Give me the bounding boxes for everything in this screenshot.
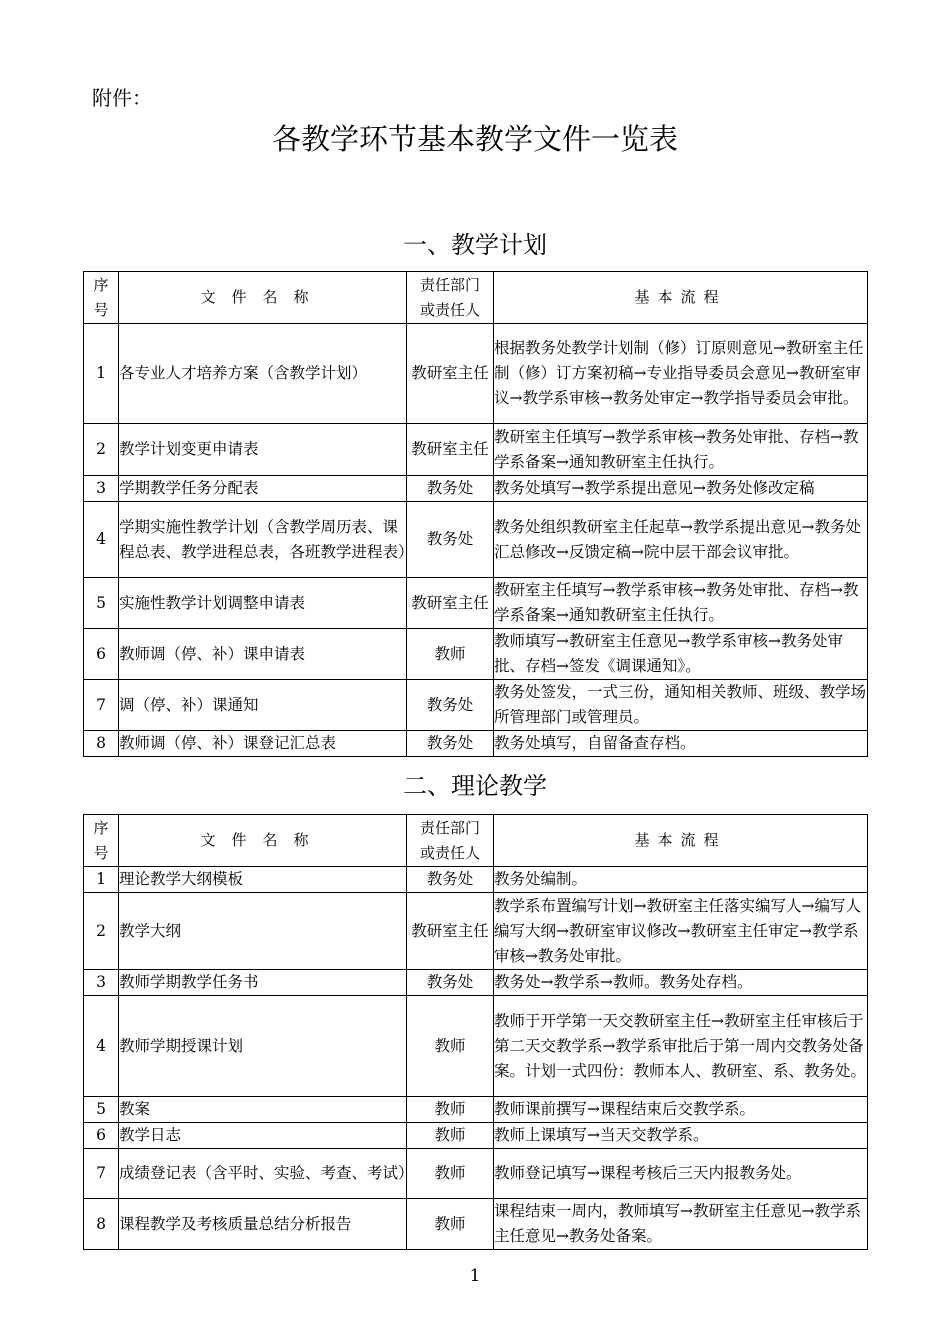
cell-no: 5 xyxy=(84,578,119,629)
section-title-teaching-plan: 一、教学计划 xyxy=(403,231,547,259)
cell-flow: 教务处→教学系→教师。教务处存档。 xyxy=(494,970,868,996)
cell-name: 教师学期教学任务书 xyxy=(119,970,407,996)
header-file-name: 文件名称 xyxy=(119,272,407,324)
cell-no: 6 xyxy=(84,1123,119,1149)
cell-name: 成绩登记表（含平时、实验、考查、考试） xyxy=(119,1149,407,1199)
cell-name: 教学大纲 xyxy=(119,893,407,970)
cell-no: 3 xyxy=(84,476,119,502)
cell-no: 4 xyxy=(84,996,119,1097)
header-file-name: 文件名称 xyxy=(119,815,407,867)
table-row xyxy=(84,424,868,476)
cell-name: 调（停、补）课通知 xyxy=(119,680,407,731)
table-row xyxy=(84,629,868,680)
cell-flow: 课程结束一周内，教师填写→教研室主任意见→教学系主任意见→教务处备案。 xyxy=(494,1199,868,1250)
cell-flow: 教务处组织教研室主任起草→教学系提出意见→教务处汇总修改→反馈定稿→院中层干部会议审批。 xyxy=(494,502,868,578)
cell-dept: 教务处 xyxy=(407,867,494,893)
table-row xyxy=(84,1149,868,1199)
cell-dept: 教师 xyxy=(407,629,494,680)
attachment-label: 附件： xyxy=(92,86,152,110)
table-row xyxy=(84,970,868,996)
cell-name: 实施性教学计划调整申请表 xyxy=(119,578,407,629)
cell-no: 2 xyxy=(84,424,119,476)
cell-no: 3 xyxy=(84,970,119,996)
cell-flow: 教师课前撰写→课程结束后交教学系。 xyxy=(494,1097,868,1123)
table-row xyxy=(84,893,868,970)
table-row xyxy=(84,996,868,1097)
cell-name: 教师调（停、补）课申请表 xyxy=(119,629,407,680)
theory-teaching-rows xyxy=(84,867,868,1250)
cell-name: 教师学期授课计划 xyxy=(119,996,407,1097)
cell-dept: 教务处 xyxy=(407,502,494,578)
table-header-row xyxy=(84,272,868,324)
cell-name: 教案 xyxy=(119,1097,407,1123)
cell-dept: 教师 xyxy=(407,996,494,1097)
cell-flow: 教研室主任填写→教学系审核→教务处审批、存档→教学系备案→通知教研室主任执行。 xyxy=(494,424,868,476)
document-title: 各教学环节基本教学文件一览表 xyxy=(271,122,678,156)
header-no: 序 号 xyxy=(84,272,119,324)
cell-dept: 教研室主任 xyxy=(407,578,494,629)
table-row xyxy=(84,1097,868,1123)
header-basic-flow: 基本流程 xyxy=(494,815,868,867)
cell-dept: 教研室主任 xyxy=(407,324,494,424)
cell-dept: 教务处 xyxy=(407,476,494,502)
cell-no: 8 xyxy=(84,1199,119,1250)
table-row xyxy=(84,578,868,629)
theory-teaching-table xyxy=(83,814,868,1250)
cell-no: 5 xyxy=(84,1097,119,1123)
table-row xyxy=(84,1199,868,1250)
table-row xyxy=(84,324,868,424)
cell-dept: 教研室主任 xyxy=(407,424,494,476)
cell-flow: 教务处填写，自留备查存档。 xyxy=(494,731,868,757)
cell-no: 4 xyxy=(84,502,119,578)
cell-no: 6 xyxy=(84,629,119,680)
cell-name: 教师调（停、补）课登记汇总表 xyxy=(119,731,407,757)
cell-no: 1 xyxy=(84,324,119,424)
table-row xyxy=(84,680,868,731)
header-responsible: 责任部门 或责任人 xyxy=(407,815,494,867)
teaching-plan-rows xyxy=(84,324,868,757)
cell-name: 学期教学任务分配表 xyxy=(119,476,407,502)
table-row xyxy=(84,476,868,502)
cell-flow: 教师上课填写→当天交教学系。 xyxy=(494,1123,868,1149)
teaching-plan-table xyxy=(83,271,868,757)
cell-name: 教学日志 xyxy=(119,1123,407,1149)
cell-flow: 教师填写→教研室主任意见→教学系审核→教务处审批、存档→签发《调课通知》。 xyxy=(494,629,868,680)
cell-flow: 根据教务处教学计划制（修）订原则意见→教研室主任制（修）订方案初稿→专业指导委员会意见→教研室审议→教学系审核→教务处审定→教学指导委员会审批。 xyxy=(494,324,868,424)
cell-dept: 教师 xyxy=(407,1149,494,1199)
cell-flow: 教学系布置编写计划→教研室主任落实编写人→编写人编写大纲→教研室审议修改→教研室主任审定→教学系审核→教务处审批。 xyxy=(494,893,868,970)
cell-dept: 教务处 xyxy=(407,680,494,731)
cell-no: 2 xyxy=(84,893,119,970)
cell-dept: 教务处 xyxy=(407,731,494,757)
header-responsible: 责任部门 或责任人 xyxy=(407,272,494,324)
cell-flow: 教务处编制。 xyxy=(494,867,868,893)
header-no: 序 号 xyxy=(84,815,119,867)
cell-dept: 教师 xyxy=(407,1123,494,1149)
cell-dept: 教师 xyxy=(407,1097,494,1123)
section-title-theory-teaching: 二、理论教学 xyxy=(403,772,547,800)
header-basic-flow: 基本流程 xyxy=(494,272,868,324)
table-row xyxy=(84,502,868,578)
cell-flow: 教研室主任填写→教学系审核→教务处审批、存档→教学系备案→通知教研室主任执行。 xyxy=(494,578,868,629)
cell-name: 理论教学大纲模板 xyxy=(119,867,407,893)
cell-no: 7 xyxy=(84,680,119,731)
table-row xyxy=(84,731,868,757)
cell-flow: 教师于开学第一天交教研室主任→教研室主任审核后于第二天交教学系→教学系审批后于第一周内交教务处备案。计划一式四份：教师本人、教研室、系、教务处。 xyxy=(494,996,868,1097)
cell-no: 8 xyxy=(84,731,119,757)
cell-dept: 教务处 xyxy=(407,970,494,996)
cell-name: 各专业人才培养方案（含教学计划） xyxy=(119,324,407,424)
cell-dept: 教研室主任 xyxy=(407,893,494,970)
table-row xyxy=(84,1123,868,1149)
cell-flow: 教务处填写→教学系提出意见→教务处修改定稿 xyxy=(494,476,868,502)
cell-name: 教学计划变更申请表 xyxy=(119,424,407,476)
cell-no: 1 xyxy=(84,867,119,893)
table-row xyxy=(84,867,868,893)
cell-dept: 教师 xyxy=(407,1199,494,1250)
table-header-row xyxy=(84,815,868,867)
page-number: 1 xyxy=(469,1266,481,1286)
cell-name: 学期实施性教学计划（含教学周历表、课程总表、教学进程总表，各班教学进程表） xyxy=(119,502,407,578)
cell-flow: 教师登记填写→课程考核后三天内报教务处。 xyxy=(494,1149,868,1199)
cell-no: 7 xyxy=(84,1149,119,1199)
cell-flow: 教务处签发，一式三份，通知相关教师、班级、教学场所管理部门或管理员。 xyxy=(494,680,868,731)
cell-name: 课程教学及考核质量总结分析报告 xyxy=(119,1199,407,1250)
